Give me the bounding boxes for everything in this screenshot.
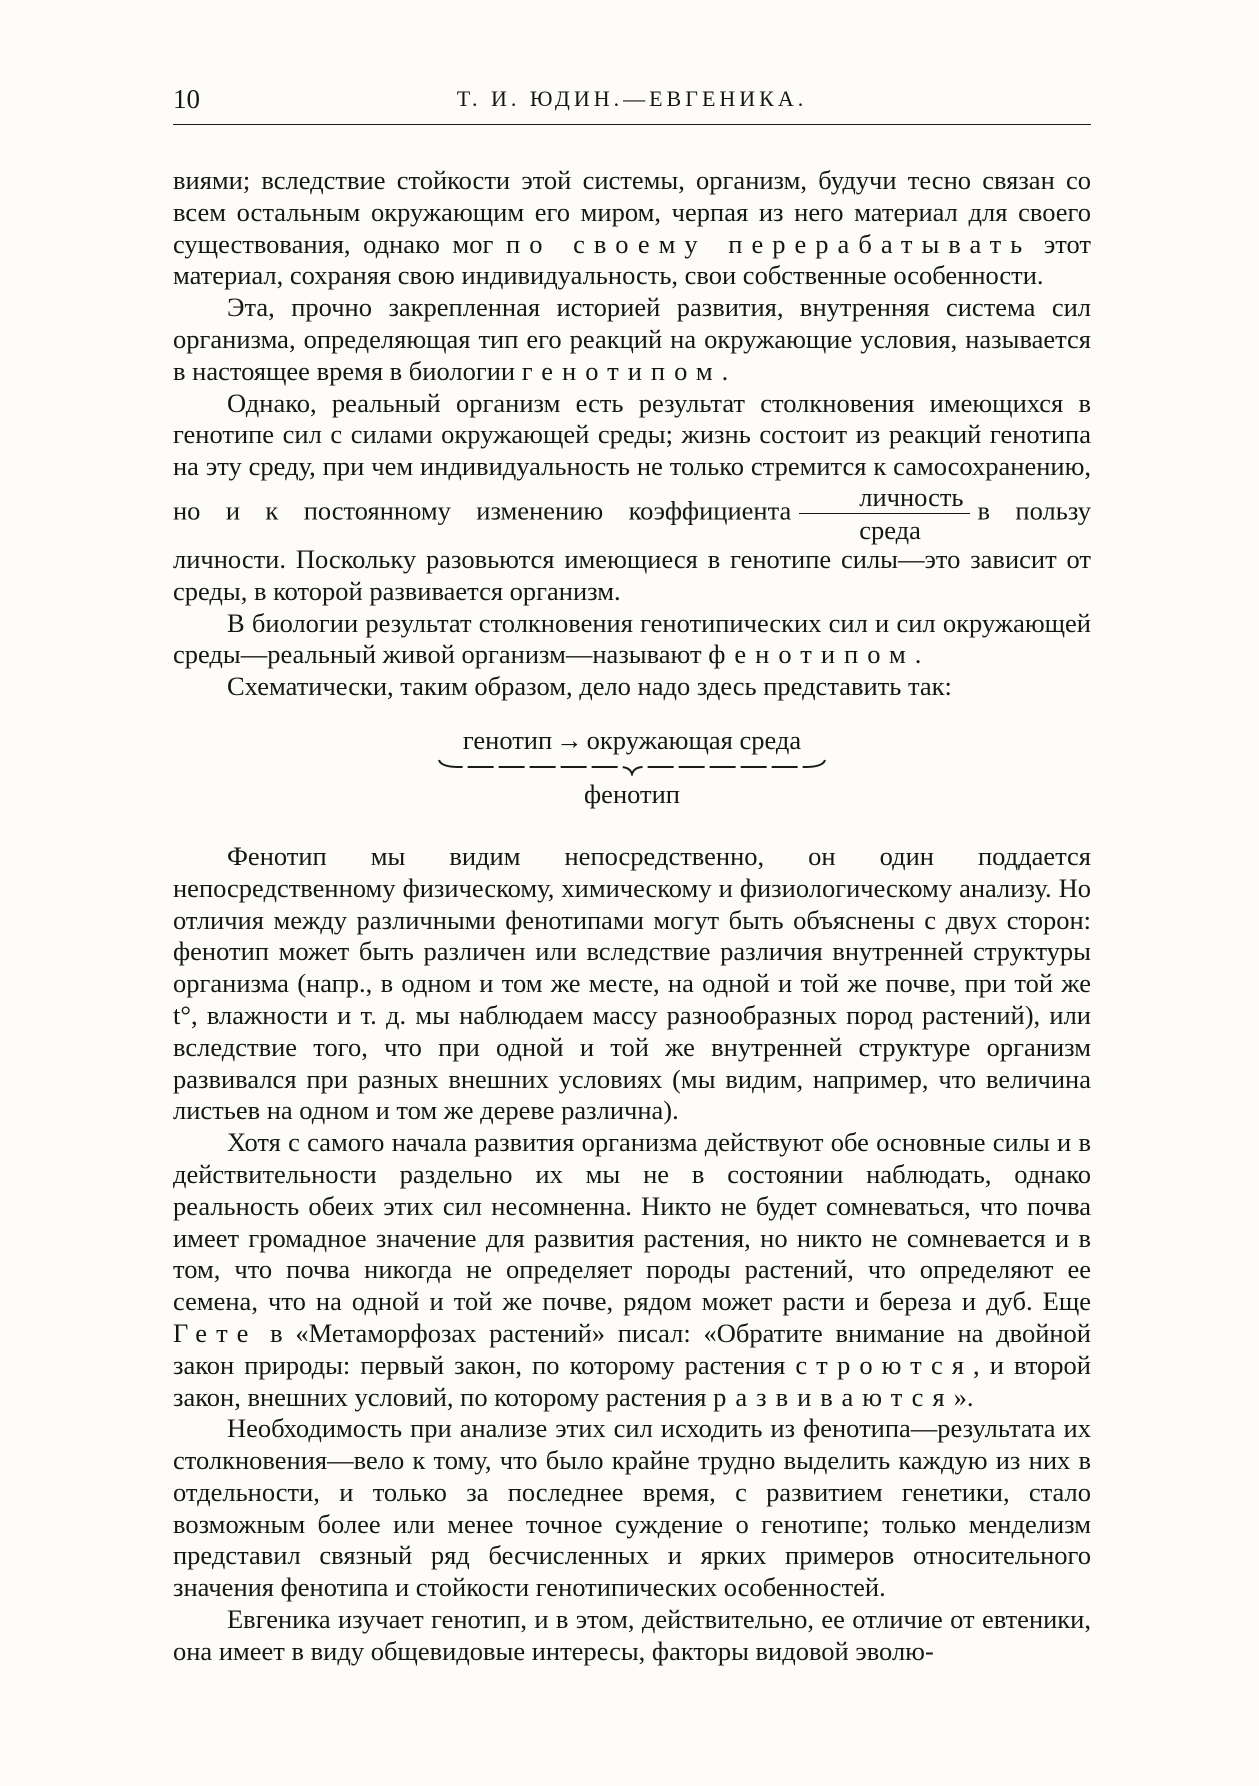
- text-run: Эта, прочно закрепленная историей развития, внутренняя система сил организма, определяющая тип его реакций на окружающие условия, называется в настоящее время в биологии: [173, 292, 1091, 386]
- scheme-genotype: генотип: [462, 724, 553, 755]
- paragraph-3: [173, 388, 1091, 608]
- text-run: в пользу личности. Поскольку разовьются имеющиеся в генотипе силы—это зависит от среды, в которой развивается организм.: [173, 495, 1091, 606]
- paragraph-1: [173, 165, 1091, 292]
- paragraph-4: [173, 608, 1091, 672]
- text-run: В биологии результат столкновения генотипических сил и сил окружающей среды—реальный живой организм—называют: [173, 607, 1091, 670]
- spaced-emphasis: развиваются: [713, 1381, 954, 1412]
- scheme-top-row: [173, 725, 1091, 757]
- fraction: [799, 483, 969, 544]
- text-run: в «Метаморфозах растений» писал: «Обратите внимание на двойной закон природы: первый закон, по которому растения: [173, 1317, 1091, 1380]
- body-text: [173, 165, 1091, 1668]
- running-title: Т. И. ЮДИН.—ЕВГЕНИКА.: [456, 86, 808, 111]
- scheme-phenotype: фенотип: [584, 778, 680, 809]
- spaced-emphasis: фенотипом: [708, 639, 915, 670]
- text-run: , и второй закон, внешних условий, по которому растения: [173, 1349, 1091, 1412]
- text-run: Однако, реальный организм есть результат столкновения имеющихся в генотипе сил с силами окружающей среды; жизнь состоит из реакций генотипа на эту среду, при чем индивидуальность не только стремится к самосохранению, но и к постоянному изменению коэффициента: [173, 387, 1091, 526]
- arrow-right-icon: →: [556, 724, 583, 755]
- spaced-emphasis: Гете: [173, 1317, 258, 1348]
- paragraph-8: Необходимость при анализе этих сил исходить из фенотипа—результата их столкновения—вело к тому, что было крайне трудно выделить каждую из них в отдельности, и только за последнее время, с развитием генетики, стало возможным более или менее точное суждение о генотипе; только менделизм представил связный ряд бесчисленных и ярких примеров относительного значения фенотипа и стойкости генотипических особенностей.: [173, 1413, 1091, 1603]
- text-run: .: [914, 639, 922, 670]
- spaced-emphasis: генотипом: [521, 355, 722, 386]
- paragraph-7: [173, 1127, 1091, 1413]
- fraction-denominator: среда: [859, 514, 921, 545]
- paragraph-6: Фенотип мы видим непосредственно, он один поддается непосредственному физическому, химическому и физиологическому анализу. Но отличия между различными фенотипами могут быть объяснены с двух сторон: фенотип может быть различен или вследствие различия внутренней структуры организма (напр., в одном и том же месте, на одной и той же почве, при той же t°, влажности и т. д. мы наблюдаем массу разнообразных пород растений), или вследствие того, что при одной и той же внутренней структуре организм развивался при разных внешних условиях (мы видим, например, что величина листьев на одном и том же дереве различна).: [173, 840, 1091, 1126]
- paragraph-5: Схематически, таким образом, дело надо здесь представить так:: [227, 671, 952, 702]
- spaced-emphasis: по своему перерабатывать: [506, 228, 1032, 259]
- header-rule: [173, 124, 1091, 125]
- text-run: ».: [953, 1381, 974, 1412]
- underbrace-icon: [437, 758, 827, 776]
- text-run: этот материал, сохраняя свою индивидуальность, свои собственные особенности.: [173, 228, 1091, 291]
- spaced-emphasis: строются: [795, 1349, 973, 1380]
- scheme-environment: окружающая среда: [586, 724, 802, 755]
- page-number: 10: [173, 84, 200, 114]
- text-run: .: [721, 355, 729, 386]
- fraction-numerator: личность: [799, 483, 969, 514]
- running-head: [173, 82, 1091, 118]
- paragraph-9: Евгеника изучает генотип, и в этом, действительно, ее отличие от евтеники, она имеет в виду общевидовые интересы, факторы видовой эволю-: [173, 1604, 1091, 1666]
- text-run: Хотя с самого начала развития организма действуют обе основные силы и в действительности раздельно их мы не в состоянии наблюдать, однако реальность обеих этих сил несомненна. Никто не будет сомневаться, что почва имеет громадное значение для развития растения, но никто не сомневается и в том, что почва никогда не определяет породы растений, что определяют ее семена, что на одной и той же почве, рядом может расти и береза и дуб. Еще: [173, 1127, 1091, 1317]
- paragraph-2: [173, 292, 1091, 387]
- text-run: виями; вследствие стойкости этой системы, организм, будучи тесно связан со всем остальным окружающим его миром, черпая из него материал для своего существования, однако мог: [173, 165, 1091, 259]
- genotype-scheme: [173, 725, 1091, 817]
